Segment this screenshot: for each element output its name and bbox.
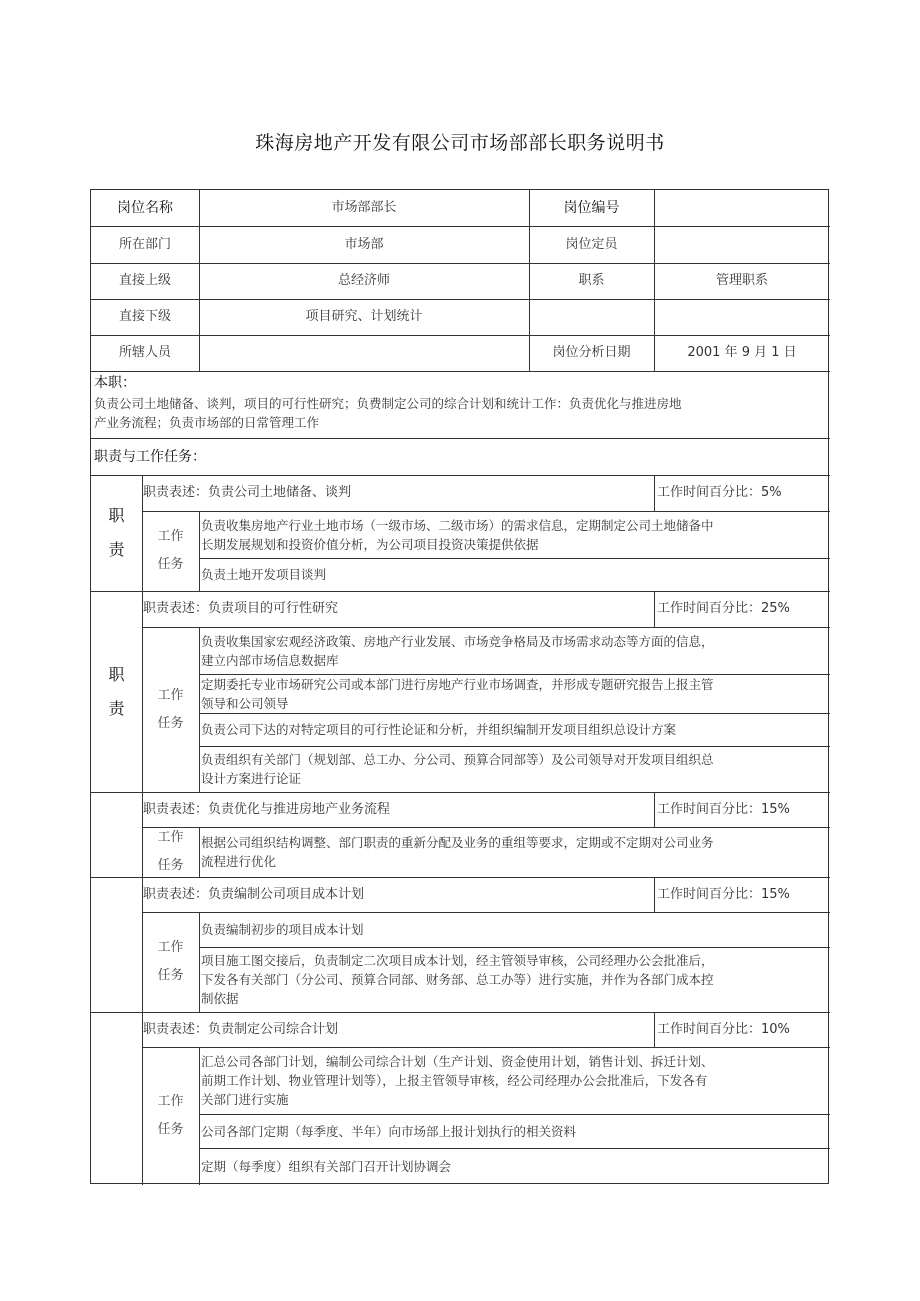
duty-description: 职责表述：负责优化与推进房地产业务流程 xyxy=(143,801,391,817)
text-line: 根据公司组织结构调整、部门职责的重新分配及业务的重组等要求，定期或不定期对公司业务 xyxy=(201,835,714,850)
duties-header: 职责与工作任务： xyxy=(94,449,206,465)
task-label-part: 工作 xyxy=(157,940,184,955)
task-vertical-label xyxy=(142,1088,199,1144)
task-item xyxy=(201,951,829,1008)
desc-bottom-line xyxy=(142,1047,830,1048)
task-vertical-label xyxy=(142,682,199,738)
task-row-line xyxy=(199,1114,830,1115)
pct-col-line xyxy=(654,475,655,511)
superior-label: 直接上级 xyxy=(118,273,171,288)
duty-vertical-label xyxy=(91,499,142,567)
text-line: 负责组织有关部门（规划部、总工办、分公司、预算合同部等）及公司领导对开发项目组织总 xyxy=(201,752,714,767)
duty-description: 职责表述：负责编制公司项目成本计划 xyxy=(143,886,365,902)
task-item xyxy=(201,1052,829,1109)
task-label-part: 工作 xyxy=(157,529,184,544)
duty-description: 职责表述：负责制定公司综合计划 xyxy=(143,1021,339,1037)
pct-col-line xyxy=(654,591,655,627)
text-line: 负责编制初步的项目成本计划 xyxy=(201,922,364,937)
text-line: 设计方案进行论证 xyxy=(201,771,302,786)
duties-header-line xyxy=(91,475,830,476)
task-item xyxy=(201,750,829,788)
task-row-line xyxy=(199,558,830,559)
task-item xyxy=(201,675,829,713)
duty-description: 职责表述：负责公司土地储备、谈判 xyxy=(143,485,352,500)
task-label-col-line xyxy=(199,627,200,792)
text-line: 负责收集国家宏观经济政策、房地产行业发展、市场竞争格局及市场需求动态等方面的信息， xyxy=(201,633,714,649)
core-duty-label: 本职： xyxy=(94,375,136,391)
duty-vertical-label xyxy=(91,658,142,726)
staff-label: 所辖人员 xyxy=(118,345,171,360)
job-class-value: 管理职系 xyxy=(715,273,768,288)
text-line: 前期工作计划、物业管理计划等），上报主管领导审核，经公司经理办公会批准后，下发各有 xyxy=(201,1073,708,1088)
task-label-col-line xyxy=(199,511,200,591)
task-item xyxy=(201,920,829,939)
task-vertical-label xyxy=(142,824,199,880)
task-label-col-line xyxy=(199,827,200,877)
desc-bottom-line xyxy=(142,511,830,512)
subordinate-label: 直接下级 xyxy=(118,309,171,324)
superior-value: 总经济师 xyxy=(337,273,390,288)
position-name-label: 岗位名称 xyxy=(117,200,173,216)
task-item xyxy=(201,720,829,739)
duty-block-line xyxy=(91,1012,830,1013)
position-name-value: 市场部部长 xyxy=(331,200,397,215)
job-class-label: 职系 xyxy=(578,273,605,288)
time-percentage: 工作时间百分比：10% xyxy=(657,1021,790,1037)
task-label-part: 工作 xyxy=(157,830,184,845)
task-item xyxy=(201,1157,829,1176)
text-line: 负责土地开发项目谈判 xyxy=(201,567,327,582)
pct-col-line xyxy=(654,792,655,827)
subordinate-value: 项目研究、计划统计 xyxy=(305,309,423,324)
time-percentage: 工作时间百分比：15% xyxy=(657,886,790,902)
task-label-col-line xyxy=(199,912,200,1012)
desc-bottom-line xyxy=(142,912,830,913)
pct-col-line xyxy=(654,877,655,912)
text-line: 下发各有关部门（分公司、预算合同部、财务部、总工办等）进行实施，并作为各部门成本控 xyxy=(201,972,714,987)
text-line: 定期委托专业市场研究公司或本部门进行房地产行业市场调查，并形成专题研究报告上报主管 xyxy=(201,676,714,692)
task-vertical-label xyxy=(142,934,199,990)
duty-label-char: 责 xyxy=(108,540,125,559)
text-line: 负责公司下达的对特定项目的可行性论证和分析，并组织编制开发项目组织总设计方案 xyxy=(201,722,677,737)
time-percentage: 工作时间百分比：25% xyxy=(657,601,790,616)
text-line: 制依据 xyxy=(201,991,239,1006)
desc-bottom-line xyxy=(142,827,830,828)
text-line: 定期（每季度）组织有关部门召开计划协调会 xyxy=(201,1159,452,1174)
task-label-part: 任务 xyxy=(157,715,184,731)
duty-label-char: 责 xyxy=(108,698,125,718)
core-bottom-line xyxy=(91,438,830,439)
department-label: 所在部门 xyxy=(118,236,171,252)
info-bottom-line xyxy=(91,371,830,372)
text-line: 汇总公司各部门计划，编制公司综合计划（生产计划、资金使用计划，销售计划、拆迁计划、 xyxy=(201,1054,714,1069)
text-line: 负责收集房地产行业土地市场（一级市场、二级市场）的需求信息，定期制定公司土地储备中 xyxy=(201,517,714,533)
info-row-line xyxy=(91,335,830,336)
text-line: 负责公司土地储备、谈判，项目的可行性研究；负费制定公司的综合计划和统计工作：负责优化与推进房地 xyxy=(94,396,682,411)
pct-col-line xyxy=(654,1012,655,1047)
department-value: 市场部 xyxy=(344,236,384,252)
text-line: 长期发展规划和投资价值分析，为公司项目投资决策提供依据 xyxy=(201,536,539,552)
duty-block-line xyxy=(91,792,830,793)
text-line: 流程进行优化 xyxy=(201,854,277,869)
task-label-part: 工作 xyxy=(157,1094,184,1109)
task-label-part: 任务 xyxy=(157,858,184,873)
time-percentage: 工作时间百分比：15% xyxy=(657,801,790,817)
task-row-line xyxy=(199,1148,830,1149)
time-percentage: 工作时间百分比：5% xyxy=(657,485,782,500)
task-vertical-label xyxy=(142,523,199,579)
task-item xyxy=(201,833,829,871)
task-label-part: 任务 xyxy=(157,1122,184,1137)
text-line: 领导和公司领导 xyxy=(201,695,289,711)
task-item xyxy=(201,516,829,554)
duty-block-line xyxy=(91,591,830,592)
info-row-line xyxy=(91,299,830,300)
analysis-date-label: 岗位分析日期 xyxy=(552,345,631,360)
duty-block-line xyxy=(91,877,830,878)
text-line: 公司各部门定期（每季度、半年）向市场部上报计划执行的相关资料 xyxy=(201,1123,577,1139)
desc-bottom-line xyxy=(142,627,830,628)
task-row-line xyxy=(199,746,830,747)
task-label-col-line xyxy=(199,1047,200,1185)
position-no-label: 岗位编号 xyxy=(563,200,620,216)
task-label-part: 工作 xyxy=(157,687,184,703)
duty-label-char: 职 xyxy=(108,664,125,684)
task-row-line xyxy=(199,947,830,948)
analysis-date-value: 2001 年 9 月 1 日 xyxy=(687,345,797,360)
duty-description: 职责表述：负责项目的可行性研究 xyxy=(143,601,339,616)
task-row-line xyxy=(199,713,830,714)
text-line: 关部门进行实施 xyxy=(201,1092,289,1107)
task-label-part: 任务 xyxy=(157,557,184,572)
text-line: 建立内部市场信息数据库 xyxy=(201,652,339,668)
task-item xyxy=(201,1122,829,1141)
info-row-line xyxy=(91,226,830,227)
task-label-part: 任务 xyxy=(157,968,184,983)
job-description-table xyxy=(90,189,829,1184)
core-duty-text xyxy=(94,394,824,432)
page-title: 珠海房地产开发有限公司市场部部长职务说明书 xyxy=(255,132,665,154)
task-item xyxy=(201,565,829,584)
duty-label-char: 职 xyxy=(108,506,125,525)
info-row-line xyxy=(91,263,830,264)
task-item xyxy=(201,632,829,670)
text-line: 产业务流程；负责市场部的日常管理工作 xyxy=(94,415,320,430)
headcount-label: 岗位定员 xyxy=(565,236,618,252)
text-line: 项目施工图交接后，负责制定二次项目成本计划，经主管领导审核，公司经理办公会批准后， xyxy=(201,953,714,968)
